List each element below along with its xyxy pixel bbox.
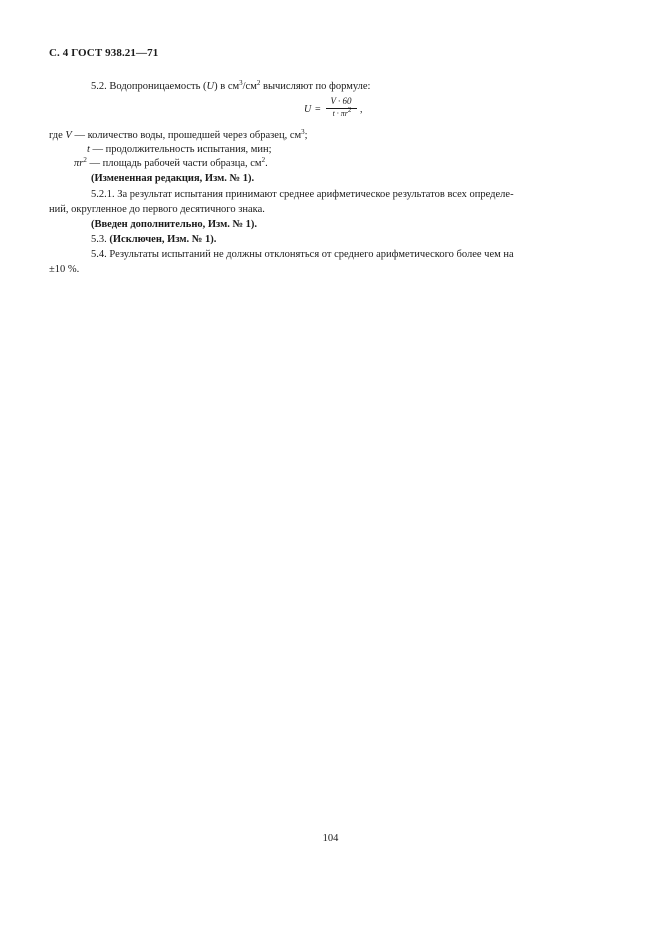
formula-lhs: U: [304, 104, 312, 115]
where-end-v: ;: [304, 130, 308, 141]
where-var-t: t: [87, 144, 90, 155]
paragraph-5-2-1-line-1: 5.2.1. За результат испытания принимают среднее арифметическое результатов всех определе-: [91, 189, 514, 200]
p52-unit-a: ) в см: [214, 81, 240, 92]
p52-unit-b: /см: [242, 81, 257, 92]
amendment-note-2: (Введен дополнительно, Изм. № 1).: [91, 219, 258, 230]
p52-lead: 5.2. Водопроницаемость (: [91, 81, 207, 92]
where-var-pir: πr: [74, 158, 84, 169]
where-line-2: [87, 143, 272, 156]
p52-var: U: [206, 81, 215, 92]
where-exp-pir: 2: [83, 156, 87, 164]
p53-number: 5.3.: [91, 234, 110, 245]
where-var-v: V: [65, 130, 72, 141]
p52-exp-b: 2: [256, 79, 261, 87]
where-text-t: — продолжительность испытания, мин;: [89, 144, 272, 155]
formula-denominator: [326, 106, 358, 118]
formula-numerator-text: V · 60: [330, 96, 352, 106]
page-number: 104: [322, 833, 339, 844]
p52-exp-a: 3: [239, 79, 243, 87]
page-header: С. 4 ГОСТ 938.21—71: [49, 47, 159, 59]
paragraph-5-4-line-1: 5.4. Результаты испытаний не должны отклоняться от среднего арифметического более чем на: [91, 249, 514, 260]
p53-text: (Исключен, Изм. № 1).: [109, 234, 217, 245]
formula-equals: =: [315, 104, 321, 115]
paragraph-5-3: [91, 233, 216, 246]
where-exp-area: 2: [261, 156, 266, 164]
where-text-pir: — площадь рабочей части образца, см: [86, 158, 262, 169]
where-exp-v: 3: [301, 128, 305, 136]
formula-numerator: [326, 96, 356, 106]
formula-comma: ,: [360, 104, 363, 115]
where-prefix: где: [49, 130, 66, 141]
formula: [304, 96, 384, 126]
paragraph-5-2: [91, 80, 370, 93]
formula-denominator-text: t · πr: [332, 109, 348, 118]
paragraph-5-2-1-line-2: ний, округленное до первого десятичного знака.: [49, 204, 265, 215]
where-line-1: [49, 129, 308, 142]
where-end-pir: .: [265, 158, 268, 169]
formula-den-exp: 2: [347, 106, 352, 114]
paragraph-5-4-line-2: ±10 %.: [49, 264, 80, 275]
where-line-3: [74, 157, 268, 170]
amendment-note-1: (Измененная редакция, Изм. № 1).: [91, 173, 255, 184]
p52-tail: вычисляют по формуле:: [260, 81, 371, 92]
where-text-v: — количество воды, прошедшей через образец, см: [71, 130, 302, 141]
